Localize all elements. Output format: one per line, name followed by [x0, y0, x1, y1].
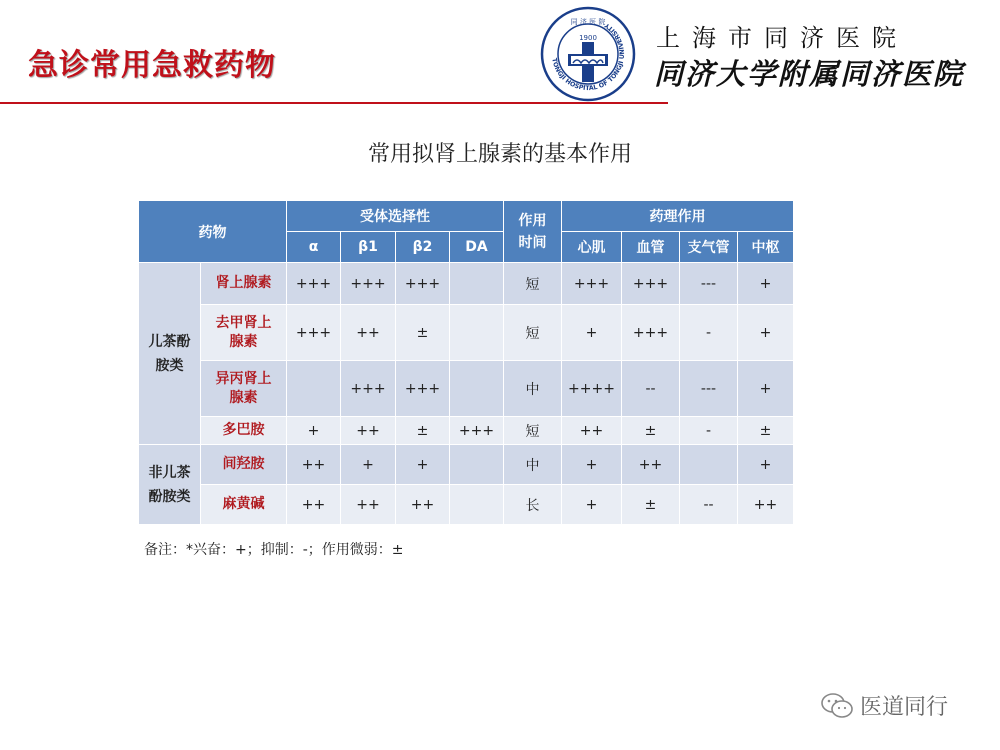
cell-heart: +++ [562, 263, 622, 305]
cell-beta1: ++ [341, 485, 396, 525]
cell-duration: 短 [504, 305, 562, 361]
cell-beta2: + [396, 445, 450, 485]
cell-beta2: ++ [396, 485, 450, 525]
cell-heart: + [562, 445, 622, 485]
table-row [139, 485, 794, 525]
cell-beta1: +++ [341, 263, 396, 305]
cell-cns: + [738, 305, 794, 361]
cell-beta1: ++ [341, 305, 396, 361]
cell-da [450, 263, 504, 305]
cell-vessel: +++ [622, 263, 680, 305]
cell-beta2: +++ [396, 361, 450, 417]
cell-cns: ++ [738, 485, 794, 525]
cell-duration: 中 [504, 445, 562, 485]
cell-bronchus: -- [680, 485, 738, 525]
drug-name: 异丙肾上 腺素 [201, 361, 287, 417]
cell-da [450, 485, 504, 525]
cell-vessel: -- [622, 361, 680, 417]
cell-beta2: ± [396, 417, 450, 445]
cell-da [450, 445, 504, 485]
cell-heart: + [562, 305, 622, 361]
header-drug: 药物 [139, 201, 287, 263]
hospital-logo [540, 6, 636, 102]
logo-ring-text: TONGJI HOSPITAL OF TONGJI UNIVERSITY [550, 21, 627, 93]
hospital-name: 上海市同济医院 [656, 24, 908, 52]
cell-duration: 长 [504, 485, 562, 525]
header-bronchus: 支气管 [680, 232, 738, 263]
drug-name: 多巴胺 [201, 417, 287, 445]
drug-name: 肾上腺素 [201, 263, 287, 305]
cell-da [450, 305, 504, 361]
watermark-text: 医道同行 [860, 695, 949, 720]
footnote: 备注：*兴奋：+；抑制：-；作用微弱：± [144, 542, 404, 558]
cell-beta1: +++ [341, 361, 396, 417]
cell-vessel: ± [622, 417, 680, 445]
cell-cns: + [738, 263, 794, 305]
wechat-icon [820, 692, 854, 720]
cell-cns: + [738, 445, 794, 485]
cell-beta1: + [341, 445, 396, 485]
adrenergic-table [138, 200, 794, 525]
cell-alpha: ++ [287, 485, 341, 525]
cell-da: +++ [450, 417, 504, 445]
header-pharmacology: 药理作用 [562, 201, 794, 232]
cell-heart: ++++ [562, 361, 622, 417]
cell-alpha [287, 361, 341, 417]
cell-duration: 中 [504, 361, 562, 417]
class-non-catecholamine: 非儿茶 酚胺类 [139, 445, 201, 525]
header-beta1: β1 [341, 232, 396, 263]
logo-year: 1900 [579, 34, 597, 42]
header-vessel: 血管 [622, 232, 680, 263]
cell-duration: 短 [504, 417, 562, 445]
cell-vessel: +++ [622, 305, 680, 361]
cell-heart: ++ [562, 417, 622, 445]
cell-bronchus: --- [680, 361, 738, 417]
drug-name: 间羟胺 [201, 445, 287, 485]
header-cns: 中枢 [738, 232, 794, 263]
cell-vessel: ± [622, 485, 680, 525]
cell-vessel: ++ [622, 445, 680, 485]
cell-beta1: ++ [341, 417, 396, 445]
header-heart: 心肌 [562, 232, 622, 263]
cell-bronchus [680, 445, 738, 485]
header-da: DA [450, 232, 504, 263]
table-row [139, 263, 794, 305]
cell-alpha: +++ [287, 305, 341, 361]
cell-beta2: ± [396, 305, 450, 361]
cell-heart: + [562, 485, 622, 525]
hospital-subtitle: 同济大学附属同济医院 [654, 57, 965, 91]
cell-bronchus: --- [680, 263, 738, 305]
drug-name: 麻黄碱 [201, 485, 287, 525]
table-row [139, 305, 794, 361]
cell-cns: ± [738, 417, 794, 445]
slide-title: 急诊常用急救药物 [28, 48, 276, 83]
cell-alpha: + [287, 417, 341, 445]
table-row [139, 417, 794, 445]
class-catecholamine: 儿茶酚 胺类 [139, 263, 201, 445]
cell-bronchus: - [680, 305, 738, 361]
cell-alpha: ++ [287, 445, 341, 485]
watermark [820, 690, 948, 721]
cell-bronchus: - [680, 417, 738, 445]
cell-da [450, 361, 504, 417]
cell-cns: + [738, 361, 794, 417]
table-title: 常用拟肾上腺素的基本作用 [367, 142, 632, 167]
header-alpha: α [287, 232, 341, 263]
cell-beta2: +++ [396, 263, 450, 305]
header-receptor-selectivity: 受体选择性 [287, 201, 504, 232]
cell-duration: 短 [504, 263, 562, 305]
cell-alpha: +++ [287, 263, 341, 305]
table-row [139, 445, 794, 485]
header-duration: 作用 时间 [504, 201, 562, 263]
table-row [139, 361, 794, 417]
logo-seal-chars: 同 济 医 院 [570, 18, 606, 26]
header-beta2: β2 [396, 232, 450, 263]
drug-name: 去甲肾上 腺素 [201, 305, 287, 361]
title-divider [0, 102, 668, 104]
